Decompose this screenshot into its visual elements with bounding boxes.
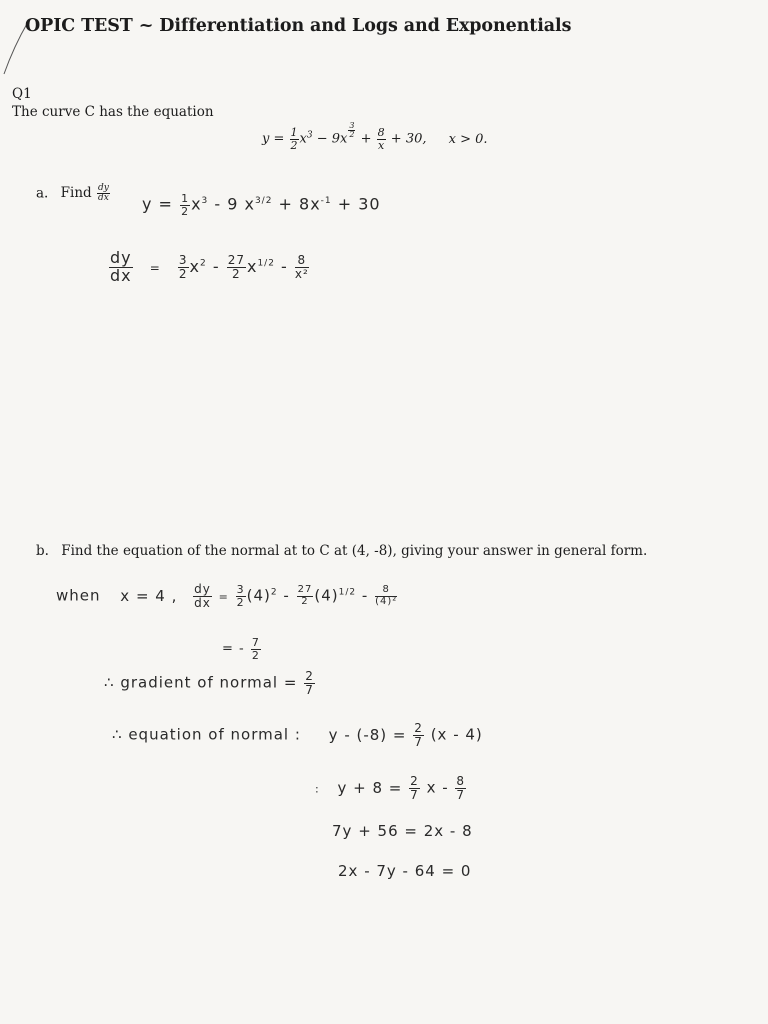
eq-lhs: y = [262,131,285,147]
hand-dydx: $\frac{dy}{dx}$ [110,248,132,285]
curve-equation: y = $\frac{1}{2}$ $x^3 - 9x$ $\frac{3}{2}$ + $\frac{8}{x}$ + 30, x > 0. [262,121,488,152]
hand-a-line1: y = $\frac{1}{2}$ $x^3 - 9$ $x^{3/2} + 8x^{-1} + 30$ [142,192,381,218]
hand-a-line2: $\frac{dy}{dx}$ = $\frac{3}{2}$ $x^2$ - $\frac{27}{2}$ $x^{1/2}$ - $\frac{8}{\text{x²}}$ [110,248,309,285]
part-a-prompt: a. Find $\frac{dy}{dx}$ [36,183,109,204]
hand-b-line5: : y + 8 = $\frac{2}{7}$ x - $\frac{8}{7}$ [315,774,466,802]
eq-coef-frac: $\frac{1}{2}$ [290,126,298,152]
hand-b-line6: 7y + 56 = 2x - 8 [332,822,473,840]
hand-b-line4: ∴ equation of normal : y - (-8) = $\frac{2}{7}$ (x - 4) [112,721,483,749]
hand-b-line2: = - $\frac{7}{2}$ [222,636,260,662]
eq-term2: − 9x [316,131,348,147]
hand-b-line3: ∴ gradient of normal = $\frac{2}{7}$ [104,669,314,697]
part-b-prompt: b. Find the equation of the normal at to C at (4, -8), giving your answer in general form. [36,543,648,559]
eq-power-frac: $\frac{3}{2}$ [349,121,355,140]
eq-8-over-x: $\frac{8}{x}$ [377,126,385,152]
question-number: Q1 [12,86,32,102]
eq-domain: x > 0. [448,131,488,147]
hand-b-line1: when x = 4 , $\frac{dy}{dx}$ = $\frac{3}{2}$ $(4)^2$ - $\frac{27}{2}$ $(4)^{1/2}$ - $\frac{8}{\text{(4)²}}$ [56,582,398,610]
question-intro: The curve C has the equation [12,104,214,120]
part-a-derivative: $\frac{dy}{dx}$ [97,183,109,204]
hand-b-line7: 2x - 7y - 64 = 0 [338,862,472,880]
page-title: OPIC TEST ~ Differentiation and Logs and Exponentials [25,16,572,36]
